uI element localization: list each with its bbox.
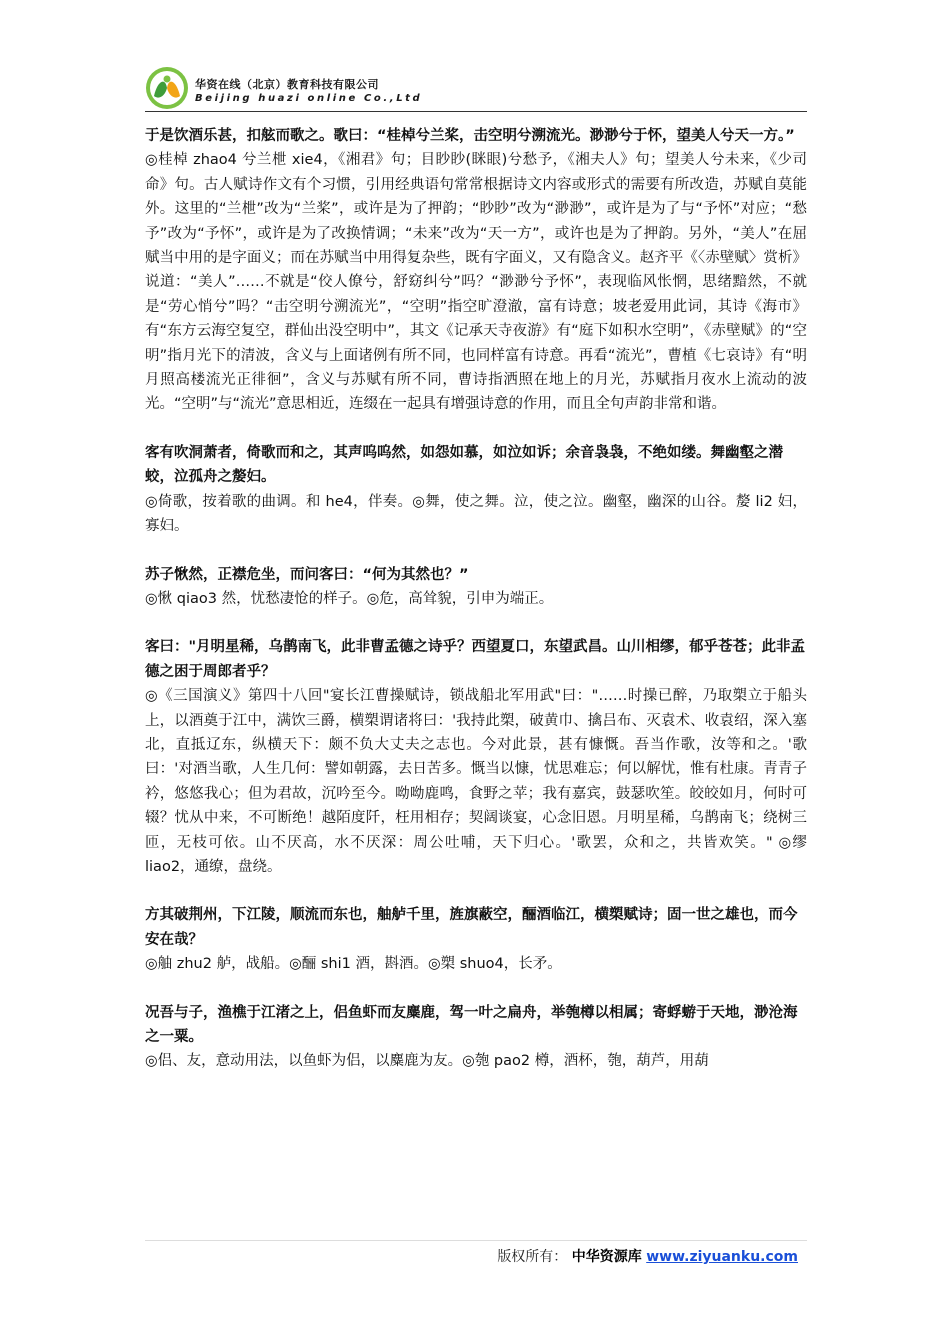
page-footer — [497, 1246, 798, 1266]
header-divider — [145, 111, 807, 112]
passage-text: 苏子愀然，正襟危坐，而问客曰：“何为其然也？” — [145, 566, 469, 583]
passage-text: 况吾与子，渔樵于江渚之上，侣鱼虾而友麋鹿，驾一叶之扁舟，举匏樽以相属；寄蜉蝣于天地，渺沧海之一粟。 — [145, 1004, 798, 1045]
passage-text: 方其破荆州，下江陵，顺流而东也，舳舻千里，旌旗蔽空，酾酒临江，横槊赋诗；固一世之雄也，而今安在哉？ — [145, 907, 798, 948]
passage-section — [145, 635, 807, 879]
site-url-link[interactable]: www.ziyuanku.com — [646, 1249, 798, 1265]
site-name: 中华资源库 — [571, 1249, 642, 1265]
company-name-cn: 华资在线（北京）教育科技有限公司 — [195, 78, 379, 91]
company-logo — [145, 66, 189, 110]
annotation-text: ◎侣、友，意动用法，以鱼虾为侣，以麋鹿为友。◎匏 pao2 樽，酒杯，匏，葫芦，用葫 — [145, 1053, 709, 1070]
annotation-text: ◎《三国演义》第四十八回"宴长江曹操赋诗，锁战船北军用武"曰："……时操已醉，乃取槊立于船头上，以酒奠于江中，满饮三爵，横槊谓诸将曰：'我持此槊，破黄巾、擒吕布、灭袁术、收袁绍，深入塞北，直抵辽东，纵横天下：颇不负大丈夫之志也。今对此景，甚有慷慨。吾当作歌，汝等和之。'歌曰：'对酒当歌，人生几何：譬如朝露，去日苦多。慨当以慷，忧思难忘；何以解忧，惟有杜康。青青子衿，悠悠我心；但为君故，沉吟至今。呦呦鹿鸣，食野之苹；我有嘉宾，鼓瑟吹笙。皎皎如月，何时可辍？忧从中来，不可断绝！越陌度阡，枉用相存；契阔谈宴，心念旧恩。月明星稀，乌鹊南飞；绕树三匝，无枝可依。山不厌高，水不厌深：周公吐哺，天下归心。'歌罢，众和之，共皆欢笑。" ◎缪 liao2，通缭，盘绕。 — [145, 688, 807, 875]
company-name-en: Beijing huazi online Co.,Ltd — [195, 93, 423, 104]
annotation-text: ◎桂棹 zhao4 兮兰枻 xie4，《湘君》句；目眇眇(眯眼)兮愁予，《湘夫人》句；望美人兮未来，《少司命》句。古人赋诗作文有个习惯，引用经典语句常常根据诗文内容或形式的需要有所改造，苏赋自莫能外。这里的“兰枻”改为“兰桨”，或许是为了押韵；“眇眇”改为“渺渺”，或许是为了与“予怀”对应；“愁予”改为“予怀”，或许是为了改换情调；“未来”改为“天一方”，或许也是为了押韵。另外，“美人”在屈赋当中用的是字面义；而在苏赋当中用得复杂些，既有字面义，又有隐含义。赵齐平《〈赤壁赋〉赏析》说道：“美人”……不就是“佼人僚兮，舒窈纠兮”吗？“渺渺兮予怀”，表现临风怅惘，思绪黯然，不就是“劳心悄兮”吗？“击空明兮溯流光”，“空明”指空旷澄澈，富有诗意；坡老爱用此词，其诗《海市》有“东方云海空复空，群仙出没空明中”，其文《记承天寺夜游》有“庭下如积水空明”，《赤壁赋》的“空明”指月光下的清波，含义与上面诸例有所不同，也同样富有诗意。再看“流光”，曹植《七哀诗》有“明月照高楼流光正徘徊”，含义与苏赋有所不同，曹诗指洒照在地上的月光，苏赋指月夜水上流动的波光。“空明”与“流光”意思相近，连缀在一起具有增强诗意的作用，而且全句声韵非常和谐。 — [145, 152, 807, 413]
passage-section — [145, 563, 807, 612]
document-body — [145, 124, 807, 1098]
passage-section — [145, 124, 807, 417]
annotation-text: ◎愀 qiao3 然，忧愁凄怆的样子。◎危，高耸貌，引申为端正。 — [145, 590, 554, 607]
passage-section — [145, 1001, 807, 1074]
passage-section — [145, 441, 807, 539]
passage-text: 于是饮酒乐甚，扣舷而歌之。歌曰：“桂棹兮兰桨，击空明兮溯流光。渺渺兮于怀，望美人兮天一方。” — [145, 128, 795, 144]
annotation-text: ◎舳 zhu2 舻，战船。◎酾 shi1 酒，斟酒。◎槊 shuo4，长矛。 — [145, 956, 562, 973]
annotation-text: ◎倚歌，按着歌的曲调。和 he4，伴奏。◎舞，使之舞。泣，使之泣。幽壑，幽深的山谷。嫠 li2 妇，寡妇。 — [145, 493, 807, 535]
passage-section — [145, 903, 807, 976]
copyright-label: 版权所有： — [497, 1249, 568, 1265]
passage-text: 客有吹洞萧者，倚歌而和之，其声呜呜然，如怨如慕，如泣如诉；余音袅袅，不绝如缕。舞幽壑之潜蛟，泣孤舟之嫠妇。 — [145, 444, 783, 486]
passage-text: 客曰："月明星稀，乌鹊南飞，此非曹孟德之诗乎？西望夏口，东望武昌。山川相缪，郁乎苍苍；此非孟德之困于周郎者乎？ — [145, 639, 806, 680]
footer-divider — [145, 1240, 807, 1241]
page-header — [145, 62, 807, 110]
